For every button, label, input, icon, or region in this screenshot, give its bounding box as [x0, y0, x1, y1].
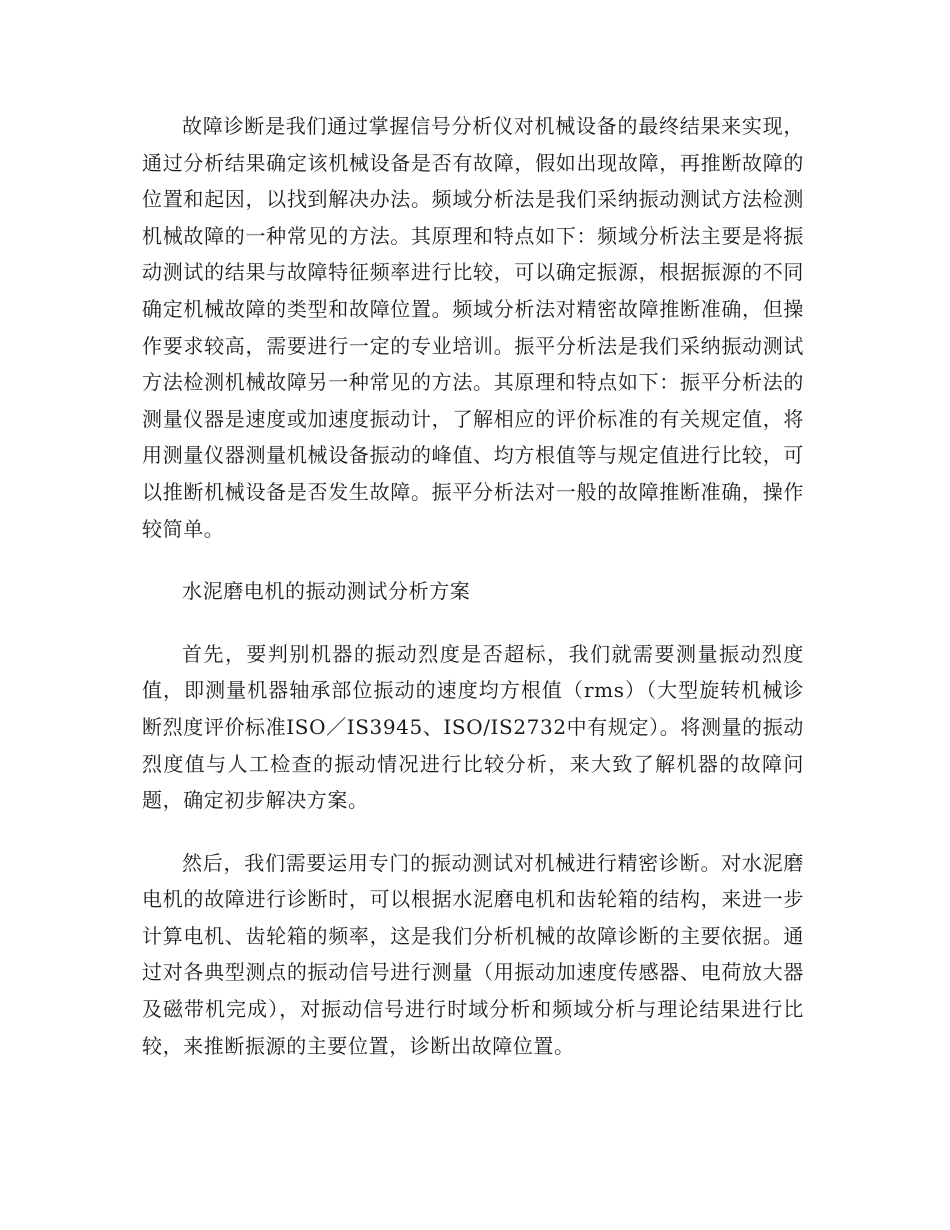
- section-heading: 水泥磨电机的振动测试分析方案: [182, 579, 471, 604]
- document-page: [142, 108, 804, 1090]
- paragraph-fault-diagnosis-methods: 故障诊断是我们通过掌握信号分析仪对机械设备的最终结果来实现，通过分析结果确定该机械设备是否有故障，假如出现故障，再推断故障的位置和起因，以找到解决办法。频域分析法是我们采纳振动测试方法检测机械故障的一种常见的方法。其原理和特点如下：频域分析法主要是将振动测试的结果与故障特征频率进行比较，可以确定振源，根据振源的不同确定机械故障的类型和故障位置。频域分析法对精密故障推断准确，但操作要求较高，需要进行一定的专业培训。振平分析法是我们采纳振动测试方法检测机械故障另一种常见的方法。其原理和特点如下：振平分析法的测量仪器是速度或加速度振动计，了解相应的评价标准的有关规定值，将用测量仪器测量机械设备振动的峰值、均方根值等与规定值进行比较，可以推断机械设备是否发生故障。振平分析法对一般的故障推断准确，操作较简单。: [142, 114, 804, 541]
- paragraph-precision-diagnosis: 然后，我们需要运用专门的振动测试对机械进行精密诊断。对水泥磨电机的故障进行诊断时，可以根据水泥磨电机和齿轮箱的结构，来进一步计算电机、齿轮箱的频率，这是我们分析机械的故障诊断的主要依据。通过对各典型测点的振动信号进行测量（用振动加速度传感器、电荷放大器及磁带机完成），对振动信号进行时域分析和频域分析与理论结果进行比较，来推断振源的主要位置，诊断出故障位置。: [142, 850, 804, 1058]
- paragraph-vibration-intensity: 首先，要判别机器的振动烈度是否超标，我们就需要测量振动烈度值，即测量机器轴承部位振动的速度均方根值（rms）（大型旋转机械诊断烈度评价标准ISO／IS3945、ISO/IS2732中有规定）。将测量的振动烈度值与人工检查的振动情况进行比较分析，来大致了解机器的故障问题，确定初步解决方案。: [142, 641, 804, 813]
